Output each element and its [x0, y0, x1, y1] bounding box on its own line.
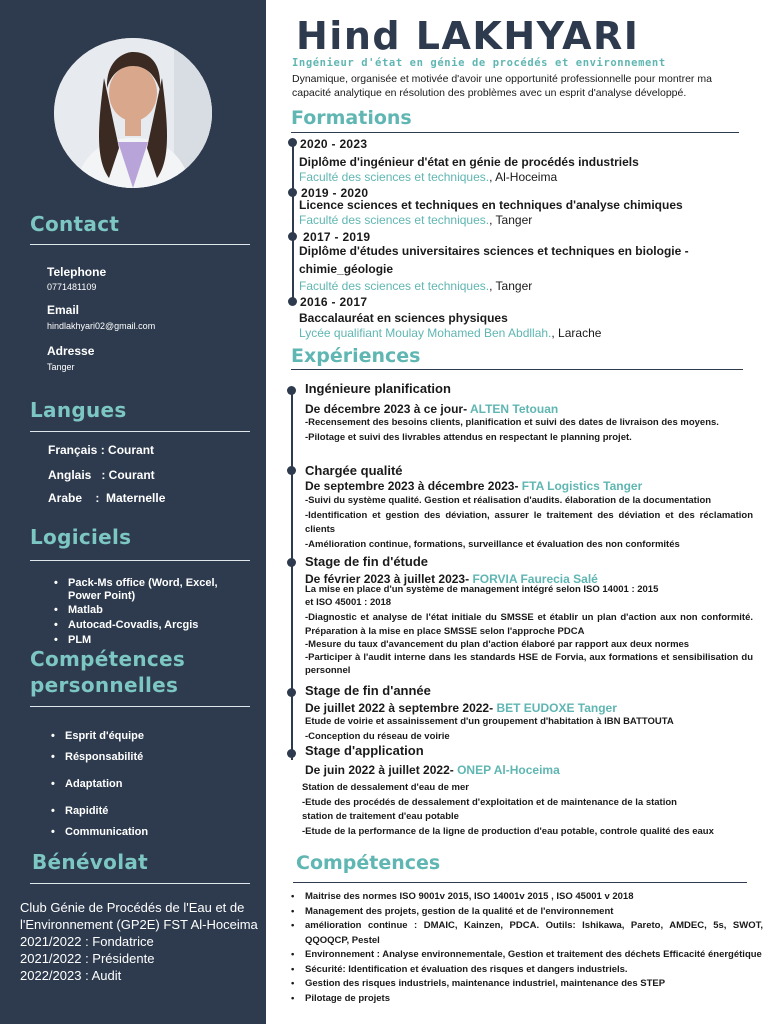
- experience-period: De juin 2022 à juillet 2022-: [305, 763, 458, 777]
- phone-value: 0771481109: [47, 282, 97, 292]
- soft-skills-title-line2: personnelles: [30, 673, 179, 697]
- volunteering-role: 2022/2023 : Audit: [20, 968, 122, 983]
- competences-list: [305, 890, 763, 1006]
- competence-item: • Sécurité: Identification et évaluation des risques et dangers industriels.: [305, 963, 763, 978]
- formations-divider: [291, 132, 739, 133]
- experience-title: Stage de fin d'année: [305, 683, 431, 698]
- volunteering-line: l'Environnement (GP2E) FST Al-Hoceima: [20, 917, 258, 932]
- software-item: • Pack-Ms office (Word, Excel, Power Point): [68, 577, 228, 603]
- volunteering-role: 2021/2022 : Présidente: [20, 951, 155, 966]
- experience-line: -Etude de la performance de la ligne de production d'eau potable, controle qualité des eaux: [302, 825, 714, 837]
- experience-description: [305, 715, 753, 744]
- experience-line: -Identification et gestion des déviation, assurer le traitement des déviation et des réclamation clients: [305, 509, 753, 535]
- volunteering-title: Bénévolat: [32, 850, 149, 874]
- formation-school-line: [299, 170, 557, 184]
- experience-title: Ingénieure planification: [305, 381, 451, 396]
- timeline-dot: [287, 688, 296, 697]
- formation-degree: Diplôme d'études universitaires sciences et techniques en biologie - chimie_géologie: [299, 244, 689, 276]
- experience-line: -Recensement des besoins clients, planification et suivi des dates de livraison des moyens.: [305, 417, 719, 428]
- experience-period: De février 2023 à juillet 2023-: [305, 572, 473, 586]
- formation-city: , Al-Hoceima: [489, 170, 558, 184]
- competence-item: • amélioration continue : DMAIC, Kainzen, PDCA. Outils: Ishikawa, Pareto, AMDEC, 5s, SWOT, QQOQCP, Pestel: [305, 919, 763, 948]
- profile-summary: Dynamique, organisée et motivée d'avoir une opportunité professionnelle pour montrer ma capacité analytique en résolution des problèmes avec un esprit d'analyse développé.: [292, 73, 712, 99]
- experience-dates: [305, 701, 617, 715]
- experience-line: -Suivi du système qualité. Gestion et réalisation d'audits. élaboration de la documentation: [305, 495, 712, 506]
- experience-line: -Mesure du taux d'avancement du plan d'action élaboré par rapport aux deux normes: [305, 638, 690, 650]
- formation-degree: Licence sciences et techniques en techniques d'analyse chimiques: [299, 198, 683, 212]
- email-label: Email: [47, 303, 80, 317]
- experience-title: Stage d'application: [305, 743, 424, 758]
- experience-line: Station de dessalement d'eau de mer: [302, 782, 469, 793]
- experiences-title: Expériences: [291, 345, 421, 367]
- experience-company: FTA Logistics Tanger: [521, 479, 643, 493]
- timeline-dot: [287, 749, 296, 758]
- formation-dates: 2016 - 2017: [300, 295, 368, 309]
- language-item: Français : Courant: [48, 443, 155, 457]
- formations-timeline: [292, 139, 294, 304]
- formation-school: Lycée qualifiant Moulay Mohamed Ben Abdllah.: [299, 326, 552, 340]
- contact-title: Contact: [30, 212, 120, 236]
- formation-dates: 2017 - 2019: [303, 230, 371, 244]
- timeline-dot: [287, 386, 296, 395]
- volunteering-line: Club Génie de Procédés de l'Eau et de: [20, 900, 245, 915]
- experience-line: et ISO 45001 : 2018: [305, 597, 392, 609]
- software-item: • PLM: [68, 634, 228, 647]
- experience-dates: [305, 479, 642, 493]
- soft-skills-title-line1: Compétences: [30, 647, 186, 671]
- experience-line: -Conception du réseau de voirie: [305, 730, 450, 742]
- experience-description: [305, 416, 753, 445]
- email-value: hindlakhyari02@gmail.com: [47, 321, 156, 331]
- formation-school-line: [299, 326, 601, 340]
- experience-company: ALTEN Tetouan: [469, 402, 559, 416]
- competence-item: • Environnement : Analyse environnementale, Gestion et traitement des déchets Efficacité énergétique: [305, 948, 763, 963]
- competence-item: • Management des projets, gestion de la qualité et de l'environnement: [305, 905, 763, 920]
- phone-label: Telephone: [47, 265, 107, 279]
- sidebar: [0, 0, 266, 1024]
- experience-title: Chargée qualité: [305, 463, 403, 478]
- experience-description: [305, 583, 753, 677]
- experience-period: De septembre 2023 à décembre 2023-: [305, 479, 522, 493]
- software-item: • Autocad-Covadis, Arcgis: [68, 619, 228, 632]
- competence-item: • Gestion des risques industriels, maintenance industriel, maintenance des STEP: [305, 977, 763, 992]
- competence-item: • Pilotage de projets: [305, 992, 763, 1007]
- languages-title: Langues: [30, 398, 127, 422]
- address-value: Tanger: [47, 362, 75, 372]
- volunteering-role: 2021/2022 : Fondatrice: [20, 934, 154, 949]
- formation-school: Faculté des sciences et techniques.: [299, 279, 490, 293]
- formation-city: , Tanger: [489, 213, 533, 227]
- experience-company: ONEP Al-Hoceima: [457, 763, 560, 777]
- experience-dates: [305, 402, 558, 416]
- experiences-timeline: [291, 390, 293, 760]
- experience-line: -Amélioration continue, formations, surveillance et évaluation des non conformités: [305, 538, 680, 550]
- experience-period: De décembre 2023 à ce jour-: [305, 402, 470, 416]
- timeline-dot: [288, 232, 297, 241]
- competence-item: • Maitrise des normes ISO 9001v 2015, ISO 14001v 2015 , ISO 45001 v 2018: [305, 890, 763, 905]
- formation-dates: 2019 - 2020: [301, 186, 369, 200]
- address-label: Adresse: [47, 344, 95, 358]
- timeline-dot: [288, 297, 297, 306]
- soft-skill-item: • Rapidité: [65, 805, 108, 818]
- experience-description: [302, 781, 750, 839]
- experience-line: Etude de voirie et assainissement d'un groupement d'habitation à IBN BATTOUTA: [305, 716, 674, 727]
- experience-company: BET EUDOXE Tanger: [496, 701, 617, 715]
- experience-dates: [305, 763, 560, 777]
- experience-title: Stage de fin d'étude: [305, 554, 428, 569]
- timeline-dot: [288, 138, 297, 147]
- formations-title: Formations: [291, 107, 412, 129]
- formation-school-line: [299, 213, 532, 227]
- formation-school: Faculté des sciences et techniques.: [299, 213, 490, 227]
- software-item: • Matlab: [68, 604, 228, 617]
- experience-company: FORVIA Faurecia Salé: [472, 572, 598, 586]
- experience-line: station de traitement d'eau potable: [302, 811, 459, 822]
- candidate-name: Hind LAKHYARI: [296, 14, 640, 58]
- competences-divider: [293, 882, 747, 883]
- formation-school: Faculté des sciences et techniques.: [299, 170, 490, 184]
- job-title: Ingénieur d'état en génie de procédés et environnement: [292, 57, 666, 69]
- soft-skill-item: • Communication: [65, 826, 148, 839]
- timeline-dot: [287, 466, 296, 475]
- experience-line: -Participer à l'audit interne dans les standards HSE de Forvia, aux formations et sensibilisation du personnel: [305, 652, 753, 677]
- formation-degree: Baccalauréat en sciences physiques: [299, 311, 508, 325]
- soft-skill-item: • Esprit d'équipe: [65, 730, 144, 743]
- experience-description: [305, 494, 753, 552]
- experience-line: -Pilotage et suivi des livrables attendus en respectant le planning projet.: [305, 431, 632, 443]
- soft-skill-item: • Résponsabilité: [65, 751, 143, 764]
- experience-line: -Etude des procédés de dessalement d'exploitation et de maintenance de la station: [302, 796, 677, 808]
- formation-school-line: [299, 279, 532, 293]
- language-item: Anglais : Courant: [48, 468, 155, 482]
- timeline-dot: [287, 558, 296, 567]
- competences-title: Compétences: [296, 852, 441, 874]
- formation-city: , Tanger: [489, 279, 533, 293]
- formation-degree: Diplôme d'ingénieur d'état en génie de procédés industriels: [299, 155, 639, 169]
- language-item: Arabe : Maternelle: [48, 491, 166, 505]
- experience-period: De juillet 2022 à septembre 2022-: [305, 701, 497, 715]
- timeline-dot: [288, 188, 297, 197]
- software-title: Logiciels: [30, 525, 132, 549]
- experiences-divider: [291, 369, 743, 370]
- volunteering-divider: [30, 883, 250, 884]
- formation-dates: 2020 - 2023: [300, 137, 368, 151]
- experience-line: -Diagnostic et analyse de l'état initiale du SMSSE et établir un plan d'action aux non conformité. Préparation à la mise en place SMSSE selon l'approche PDCA: [305, 612, 753, 637]
- experience-line: La mise en place d'un système de management intégré selon ISO 14001 : 2015: [305, 584, 659, 595]
- soft-skill-item: • Adaptation: [65, 778, 122, 791]
- formation-city: , Larache: [551, 326, 602, 340]
